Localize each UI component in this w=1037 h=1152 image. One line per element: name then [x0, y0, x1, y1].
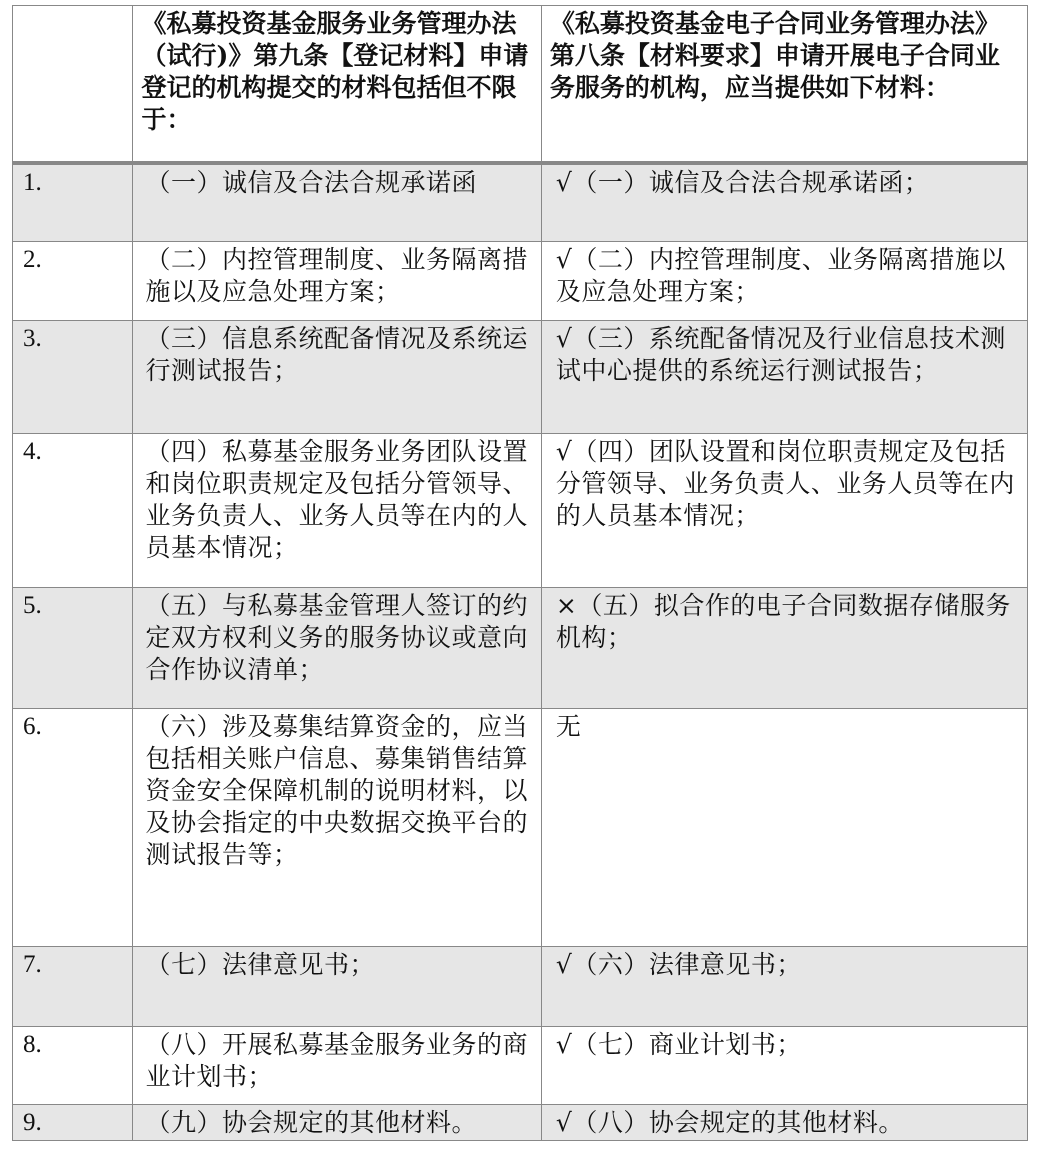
row-number: 8.: [13, 1026, 133, 1105]
contract-requirement: ×（五）拟合作的电子合同数据存储服务机构；: [541, 588, 1027, 709]
contract-requirement: √（二）内控管理制度、业务隔离措施以及应急处理方案；: [541, 241, 1027, 321]
header-row: [13, 6, 1028, 163]
service-requirement: （五）与私募基金管理人签订的约定双方权利义务的服务协议或意向合作协议清单；: [133, 588, 541, 709]
service-requirement: （二）内控管理制度、业务隔离措施以及应急处理方案；: [133, 241, 541, 321]
header-cell-service-measures: 《私募投资基金服务业务管理办法（试行)》第九条【登记材料】申请登记的机构提交的材料包括但不限于：: [133, 6, 541, 163]
row-number: 4.: [13, 433, 133, 587]
comparison-table: [12, 5, 1028, 1141]
row-number: 9.: [13, 1105, 133, 1141]
table-row: [13, 708, 1028, 946]
table-row: [13, 241, 1028, 321]
header-cell-contract-measures: 《私募投资基金电子合同业务管理办法》第八条【材料要求】申请开展电子合同业务服务的机构，应当提供如下材料：: [541, 6, 1027, 163]
table-row: [13, 946, 1028, 1026]
row-number: 7.: [13, 946, 133, 1026]
table-row: [13, 321, 1028, 433]
table-row: [13, 1105, 1028, 1141]
contract-requirement: √（四）团队设置和岗位职责规定及包括分管领导、业务负责人、业务人员等在内的人员基本情况；: [541, 433, 1027, 587]
contract-requirement: √（一）诚信及合法合规承诺函；: [541, 163, 1027, 242]
table-row: [13, 588, 1028, 709]
service-requirement: （四）私募基金服务业务团队设置和岗位职责规定及包括分管领导、业务负责人、业务人员等在内的人员基本情况；: [133, 433, 541, 587]
service-requirement: （一）诚信及合法合规承诺函: [133, 163, 541, 242]
service-requirement: （八）开展私募基金服务业务的商业计划书；: [133, 1026, 541, 1105]
table-row: [13, 433, 1028, 587]
service-requirement: （七）法律意见书；: [133, 946, 541, 1026]
contract-requirement: √（六）法律意见书；: [541, 946, 1027, 1026]
contract-requirement: √（八）协会规定的其他材料。: [541, 1105, 1027, 1141]
table-row: [13, 1026, 1028, 1105]
row-number: 5.: [13, 588, 133, 709]
header-cell-number: [13, 6, 133, 163]
row-number: 3.: [13, 321, 133, 433]
service-requirement: （六）涉及募集结算资金的，应当包括相关账户信息、募集销售结算资金安全保障机制的说明材料，以及协会指定的中央数据交换平台的测试报告等；: [133, 708, 541, 946]
row-number: 6.: [13, 708, 133, 946]
contract-requirement: √（七）商业计划书；: [541, 1026, 1027, 1105]
service-requirement: （三）信息系统配备情况及系统运行测试报告；: [133, 321, 541, 433]
contract-requirement: 无: [541, 708, 1027, 946]
service-requirement: （九）协会规定的其他材料。: [133, 1105, 541, 1141]
contract-requirement: √（三）系统配备情况及行业信息技术测试中心提供的系统运行测试报告；: [541, 321, 1027, 433]
row-number: 2.: [13, 241, 133, 321]
row-number: 1.: [13, 163, 133, 242]
table-row: [13, 163, 1028, 242]
